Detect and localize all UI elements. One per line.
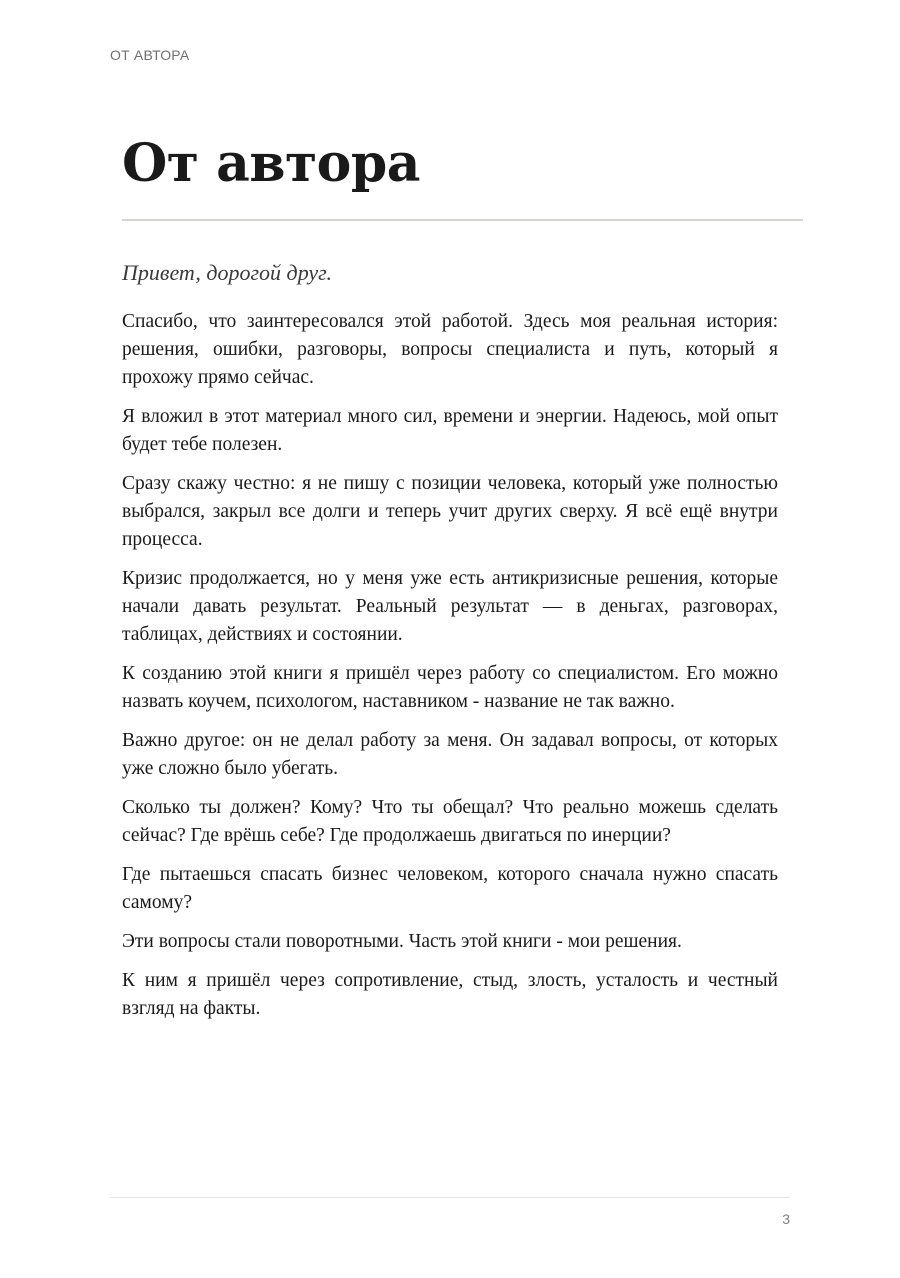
chapter-body bbox=[122, 258, 778, 1034]
paragraph: Важно другое: он не делал работу за меня. Он задавал вопросы, от которых уже сложно было убегать. bbox=[122, 730, 778, 779]
greeting: Привет, дорогой друг. bbox=[122, 260, 332, 285]
paragraph: Сколько ты должен? Кому? Что ты обещал? Что реально можешь сделать сейчас? Где врёшь себе? Где продолжаешь двигаться по инерции? bbox=[122, 797, 778, 846]
paragraph: Я вложил в этот материал много сил, времени и энергии. Надеюсь, мой опыт будет тебе полезен. bbox=[122, 406, 778, 455]
running-header: ОТ АВТОРА bbox=[110, 47, 190, 63]
footer-divider bbox=[110, 1197, 790, 1198]
title-divider bbox=[122, 219, 803, 221]
page-number: 3 bbox=[782, 1211, 790, 1227]
paragraph: Где пытаешься спасать бизнес человеком, которого сначала нужно спасать самому? bbox=[122, 864, 778, 913]
paragraph: Эти вопросы стали поворотными. Часть этой книги - мои решения. bbox=[122, 931, 682, 952]
paragraph: Сразу скажу честно: я не пишу с позиции человека, который уже полностью выбрался, закрыл все долги и теперь учит других сверху. Я всё ещё внутри процесса. bbox=[122, 473, 778, 550]
paragraph: Кризис продолжается, но у меня уже есть антикризисные решения, которые начали давать результат. Реальный результат — в деньгах, разговорах, таблицах, действиях и состоянии. bbox=[122, 568, 778, 645]
paragraph: К созданию этой книги я пришёл через работу со специалистом. Его можно назвать коучем, психологом, наставником - название не так важно. bbox=[122, 663, 778, 712]
page-title: От автора bbox=[122, 133, 420, 194]
paragraph: К ним я пришёл через сопротивление, стыд, злость, усталость и честный взгляд на факты. bbox=[122, 970, 778, 1019]
paragraph: Спасибо, что заинтересовался этой работой. Здесь моя реальная история: решения, ошибки, разговоры, вопросы специалиста и путь, который я прохожу прямо сейчас. bbox=[122, 311, 778, 388]
